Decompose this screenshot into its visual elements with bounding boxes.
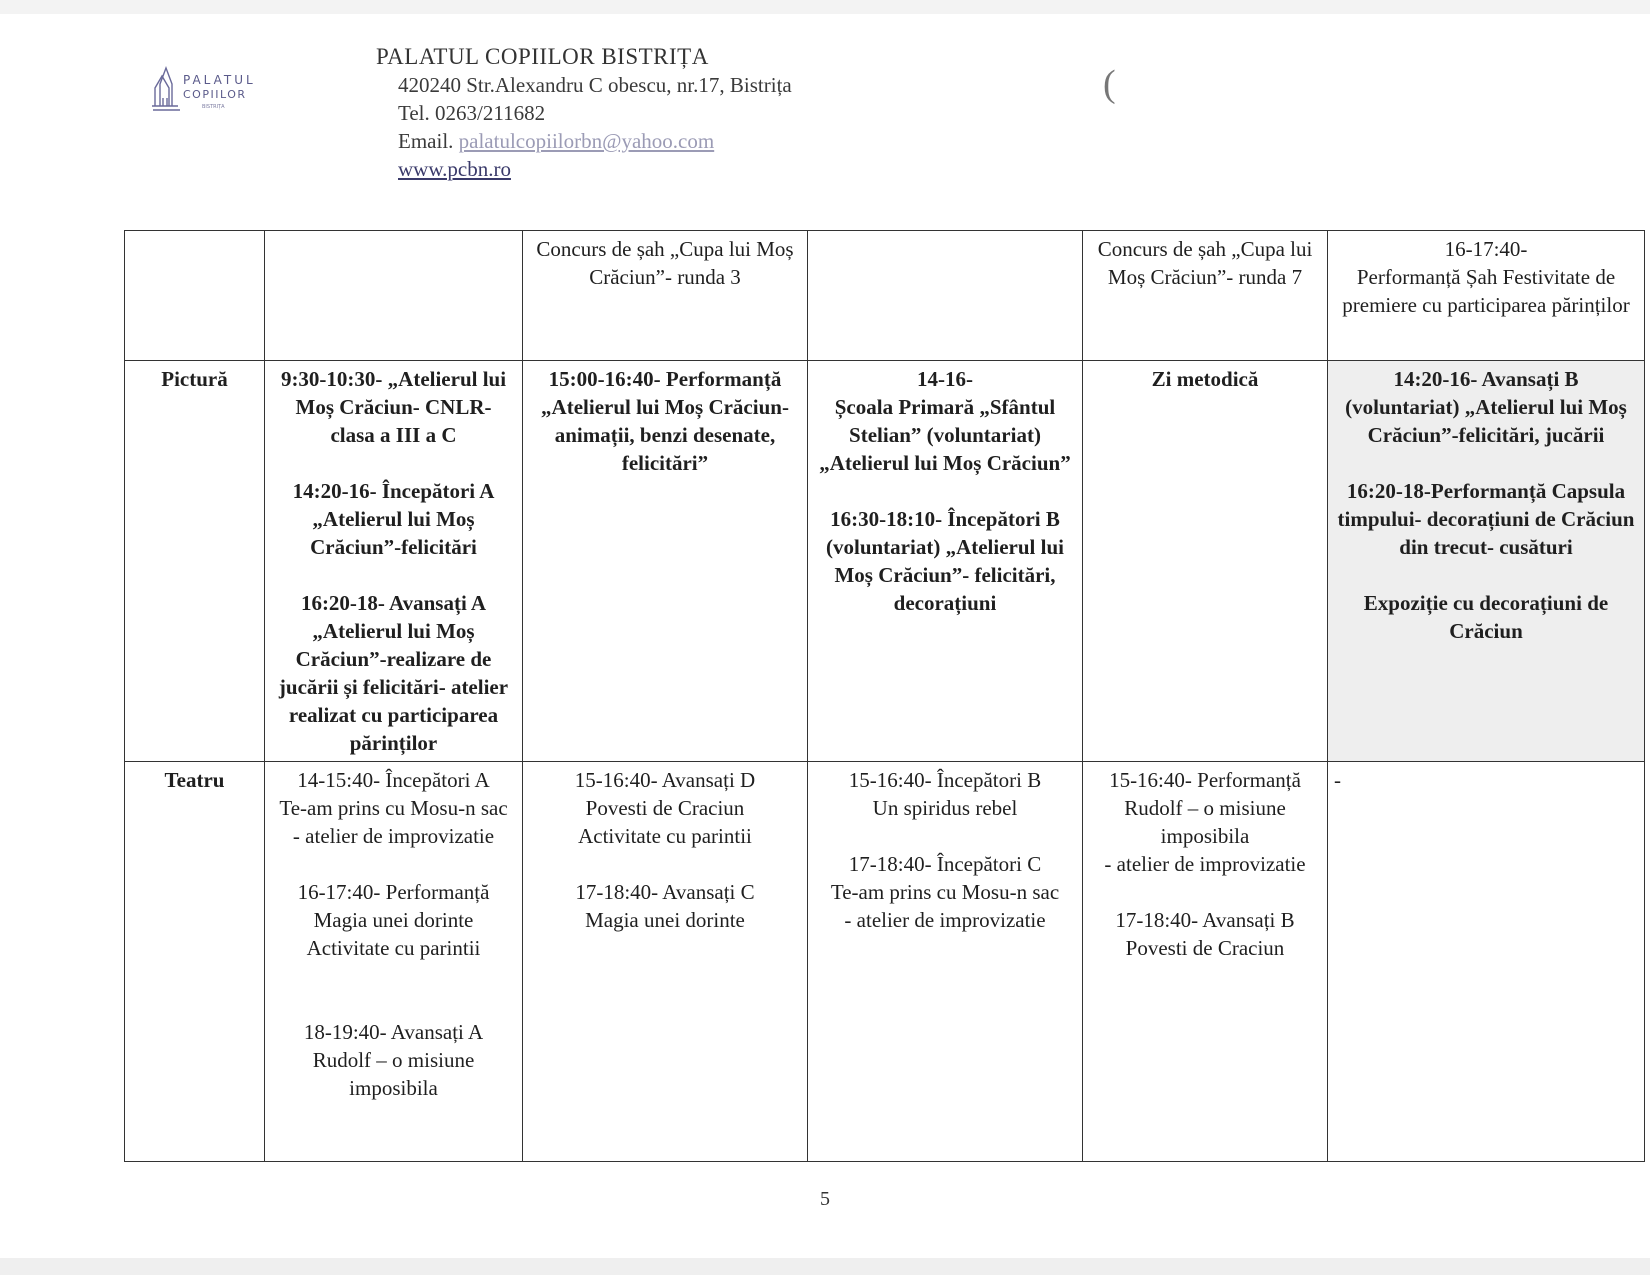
scan-bottom-band — [0, 1258, 1650, 1275]
email-link[interactable]: palatulcopiilorbn@yahoo.com — [458, 129, 715, 153]
page-number: 5 — [820, 1188, 830, 1210]
table-cell: Concurs de șah „Cupa lui Moș Crăciun”- runda 7 — [1083, 231, 1328, 361]
svg-text:COPIILOR: COPIILOR — [183, 88, 247, 101]
table-cell: 15-16:40- Performanță Rudolf – o misiune imposibila - atelier de improvizatie 17-18:40- Avansați B Povesti de Craciun — [1083, 762, 1328, 1162]
table-row — [125, 361, 1645, 762]
website-line — [378, 155, 792, 183]
svg-text:BISTRIȚA: BISTRIȚA — [202, 104, 225, 110]
table-cell: 16-17:40- Performanță Șah Festivitate de premiere cu participarea părinților — [1328, 231, 1645, 361]
table-cell: 15-16:40- Avansați D Povesti de Craciun Activitate cu parintii 17-18:40- Avansați C Magia unei dorinte — [523, 762, 808, 1162]
organization-name: PALATUL COPIILOR BISTRIȚA — [376, 44, 709, 69]
svg-text:PALATUL: PALATUL — [183, 73, 256, 87]
table-cell: Zi metodică — [1083, 361, 1328, 762]
table-cell — [265, 231, 523, 361]
table-cell: 15:00-16:40- Performanță „Atelierul lui Moș Crăciun- animații, benzi desenate, felicitări” — [523, 361, 808, 762]
schedule-table — [124, 230, 1645, 1162]
phone-line: Tel. 0263/211682 — [398, 101, 546, 125]
table-cell: 9:30-10:30- „Atelierul lui Moș Crăciun- CNLR- clasa a III a C 14:20-16- Începători A „Atelierul lui Moș Crăciun”-felicitări 16:20-18- Avansați A „Atelierul lui Moș Crăciun”-realizare de jucării și felicitări- atelier realizat cu participarea părinților — [265, 361, 523, 762]
category-label: Teatru — [125, 762, 265, 1162]
table-cell: Concurs de șah „Cupa lui Moș Crăciun”- runda 3 — [523, 231, 808, 361]
table-row — [125, 762, 1645, 1162]
table-cell: 15-16:40- Începători B Un spiridus rebel 17-18:40- Începători C Te-am prins cu Mosu-n sac - atelier de improvizatie — [808, 762, 1083, 1162]
letterhead — [378, 44, 792, 183]
table-cell: 14-15:40- Începători A Te-am prins cu Mosu-n sac - atelier de improvizatie 16-17:40- Performanță Magia unei dorinte Activitate cu parintii 18-19:40- Avansați A Rudolf – o misiune imposibila — [265, 762, 523, 1162]
table-cell: - — [1328, 762, 1645, 1162]
table-cell: 14:20-16- Avansați B (voluntariat) „Atelierul lui Moș Crăciun”-felicitări, jucării 16:20-18-Performanță Capsula timpului- decorațiuni de Crăciun din trecut- cusături Expoziție cu decorațiuni de Crăciun — [1328, 361, 1645, 762]
email-line — [378, 127, 792, 155]
table-cell — [808, 231, 1083, 361]
table-row — [125, 231, 1645, 361]
table-cell — [125, 231, 265, 361]
palatul-copiilor-logo — [150, 58, 275, 128]
email-label: Email. — [398, 129, 454, 153]
website-link[interactable]: www.pcbn.ro — [398, 157, 511, 181]
scan-top-band — [0, 0, 1650, 14]
category-label: Pictură — [125, 361, 265, 762]
table-cell: 14-16- Școala Primară „Sfântul Stelian” (voluntariat) „Atelierul lui Moș Crăciun” 16:30-18:10- Începători B (voluntariat) „Atelierul lui Moș Crăciun”- felicitări, decorațiuni — [808, 361, 1083, 762]
scan-mark-icon: ( — [1103, 63, 1116, 105]
address-line: 420240 Str.Alexandru C obescu, nr.17, Bistrița — [398, 73, 792, 97]
